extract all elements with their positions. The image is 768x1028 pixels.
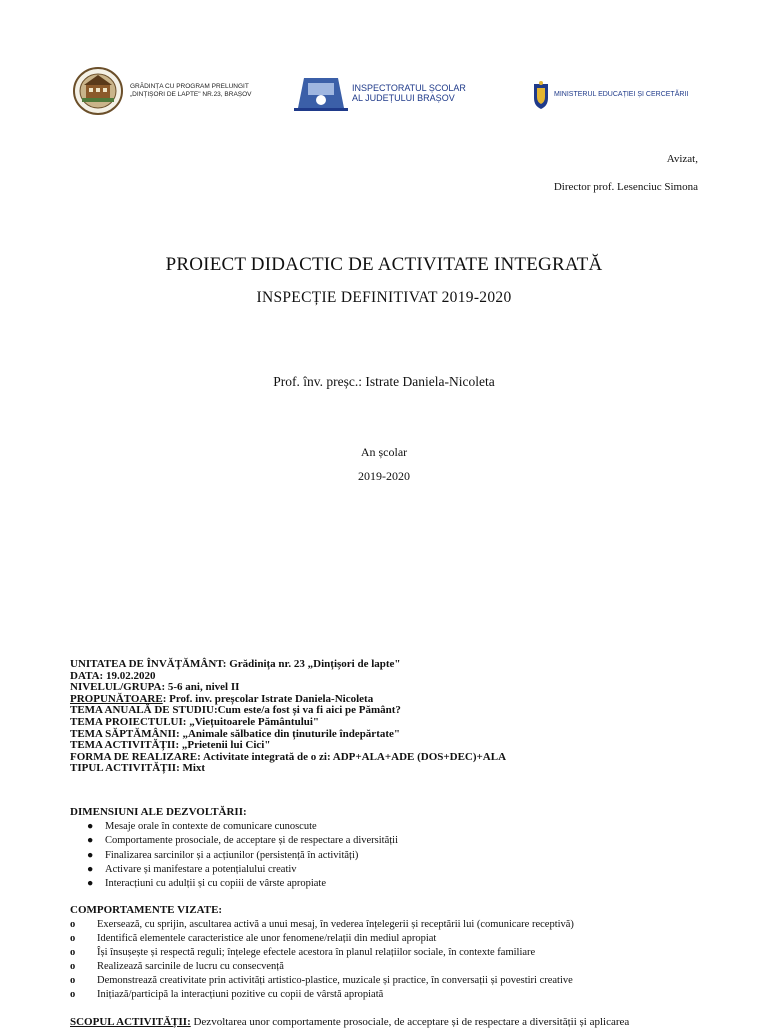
activity-purpose [70,1016,710,1028]
kindergarten-seal-icon [72,66,124,116]
approval-director: Director prof. Lesenciuc Simona [553,181,698,193]
list-item: o Demonstrează creativitate prin activități artistico-plastice, muzicale și practice, în conversații și povestiri creative [70,974,574,988]
info-row-week-theme: TEMA SĂPTĂMÂNII: „Animale sălbatice din ținuturile îndepărtate" [70,727,401,740]
list-item: ● Finalizarea sarcinilor și a acțiunilor (persistență în activități) [70,849,398,863]
list-item: ● Activare și manifestare a potențialului creativ [70,863,398,877]
romanian-coat-of-arms-icon [532,80,550,110]
info-row-annual-theme: TEMA ANUALĂ DE STUDIU:Cum este/a fost și va fi aici pe Pământ? [70,704,401,717]
isj-logo [294,74,466,112]
header-logos [0,62,768,122]
info-row-unit: UNITATEA DE ÎNVĂȚĂMÂNT: Grădinița nr. 23 „Dințișori de lapte" [70,658,401,670]
isj-name-line2: AL JUDEȚULUI BRAȘOV [352,93,455,103]
document-subtitle: INSPECȚIE DEFINITIVAT 2019-2020 [256,289,512,306]
kindergarten-name-line1: GRĂDINȚA CU PROGRAM PRELUNGIT [130,83,249,90]
circle-bullet-icon: o [70,947,76,959]
info-row-date: DATA: 19.02.2020 [70,669,156,682]
info-row-teacher: PROPUNĂTOARE: Prof. inv. preșcolar Istrate Daniela-Nicoleta [70,692,374,705]
purpose-label: SCOPUL ACTIVITĂȚII: [70,1016,191,1028]
isj-emblem-icon [294,74,348,112]
info-row-activity-theme: TEMA ACTIVITĂȚII: „Prietenii lui Cici" [70,739,271,752]
list-item: o Inițiază/participă la interacțiuni pozitive cu copii de vârstă apropiată [70,988,574,1002]
list-item: o Realizează sarcinile de lucru cu consecvență [70,960,574,974]
bullet-icon: ● [87,835,94,847]
list-item: ● Comportamente prosociale, de acceptare și de respectare a diversității [70,834,398,848]
bullet-icon: ● [87,878,94,890]
bullet-icon: ● [87,821,94,832]
circle-bullet-icon: o [70,975,76,987]
kindergarten-name-line2: „DINȚIȘORI DE LAPTE" NR.23, BRAȘOV [130,91,252,98]
circle-bullet-icon: o [70,989,76,1001]
approval-label: Avizat, [666,153,698,165]
bullet-icon: ● [87,863,94,875]
circle-bullet-icon: o [70,961,76,973]
info-row-type: TIPUL ACTIVITĂȚII: Mixt [70,762,206,775]
isj-name-line1: INSPECTORATUL ȘCOLAR [352,83,466,93]
approval-block [554,145,698,201]
ministry-name: MINISTERUL EDUCAȚIEI ȘI CERCETĂRII [554,91,689,98]
info-row-form: FORMA DE REALIZARE: Activitate integrată de o zi: ADP+ALA+ADE (DOS+DEC)+ALA [70,750,507,763]
circle-bullet-icon: o [70,919,76,930]
dimensions-list [70,820,398,891]
ministry-logo [532,80,688,110]
activity-info [70,659,710,775]
list-item: o Exersează, cu sprijin, ascultarea activă a unui mesaj, în vederea înțelegerii și receptării lui (comunicare receptivă) [70,918,574,932]
teacher-name: Prof. înv. preșc.: Istrate Daniela-Nicoleta [273,374,495,389]
behaviors-list [70,918,574,1003]
purpose-text: Dezvoltarea unor comportamente prosociale, de acceptare și de respectare a diversității și aplicarea [190,1016,630,1028]
list-item: o Își însușește și respectă reguli; înțelege efectele acestora în planul relațiilor sociale, în contexte familiare [70,946,574,960]
kindergarten-logo [72,66,252,116]
info-row-level: NIVELUL/GRUPA: 5-6 ani, nivel II [70,681,240,694]
list-item: o Identifică elementele caracteristice ale unor fenomene/relații din mediul apropiat [70,932,574,946]
list-item: ● Mesaje orale în contexte de comunicare cunoscute [70,820,398,834]
dimensions-title: DIMENSIUNI ALE DEZVOLTĂRII: [70,806,247,818]
info-row-project-theme: TEMA PROIECTULUI: „Viețuitoarele Pământului" [70,715,320,728]
behaviors-title: COMPORTAMENTE VIZATE: [70,904,223,916]
bullet-icon: ● [87,849,94,861]
list-item: ● Interacțiuni cu adulții și cu copiii de vârste apropiate [70,877,398,891]
circle-bullet-icon: o [70,933,76,945]
document-title: PROIECT DIDACTIC DE ACTIVITATE INTEGRATĂ [165,254,603,275]
school-year-value: 2019-2020 [358,469,410,483]
school-year-label: An școlar [360,445,408,459]
